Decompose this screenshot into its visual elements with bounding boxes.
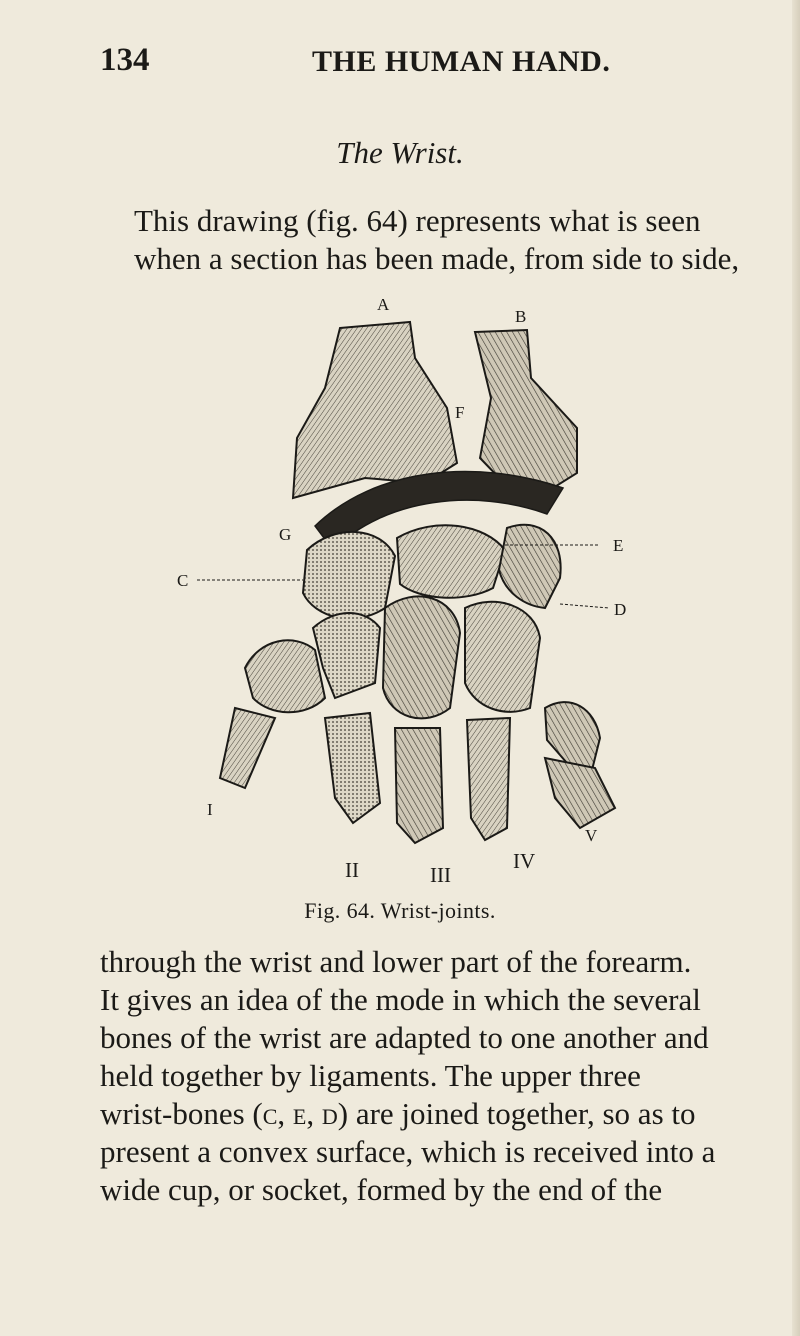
text-line: when a section has been made, from side to side, xyxy=(134,241,740,276)
page-edge xyxy=(792,0,800,1336)
text-fragment: wrist-bones ( xyxy=(100,1096,263,1131)
label-c: C xyxy=(177,571,189,590)
text-fragment: , xyxy=(306,1096,322,1131)
ulna-bone xyxy=(475,330,577,488)
label-f: F xyxy=(455,403,465,422)
text-fragment: ) are joined together, so as to xyxy=(337,1096,696,1131)
bone-letter-c: c xyxy=(262,1096,278,1131)
label-d: D xyxy=(614,600,627,619)
label-iii: III xyxy=(430,863,451,887)
text-line: present a convex surface, which is received into a xyxy=(100,1134,716,1169)
running-head: THE HUMAN HAND. xyxy=(312,45,611,78)
text-line: wide cup, or socket, formed by the end of the xyxy=(100,1172,663,1207)
label-i: I xyxy=(207,800,213,819)
page-number: 134 xyxy=(100,42,150,78)
page-header xyxy=(100,42,720,92)
paragraph-intro xyxy=(100,202,740,278)
text-line-bone-letters xyxy=(100,1095,740,1133)
label-b: B xyxy=(515,307,527,326)
text-line: bones of the wrist are adapted to one another and xyxy=(100,1020,709,1055)
text-line: through the wrist and lower part of the forearm. xyxy=(100,944,692,979)
metacarpal-3 xyxy=(395,728,443,843)
label-ii: II xyxy=(345,858,359,882)
text-line: It gives an idea of the mode in which the several xyxy=(100,982,701,1017)
figure-caption: Fig. 64. Wrist-joints. xyxy=(304,898,496,923)
bone-letter-e: e xyxy=(292,1096,307,1131)
label-a: A xyxy=(377,295,390,314)
metacarpal-1 xyxy=(220,708,275,788)
metacarpal-2 xyxy=(325,713,380,823)
leader-line-d xyxy=(560,604,609,608)
hamate-bone xyxy=(465,602,540,712)
trapezium-bone xyxy=(245,640,325,712)
label-iv: IV xyxy=(513,849,536,873)
lunate-bone xyxy=(397,525,505,598)
label-g: G xyxy=(279,525,292,544)
metacarpal-4 xyxy=(467,718,510,840)
text-fragment: , xyxy=(277,1096,293,1131)
label-e: E xyxy=(613,536,624,555)
text-line: held together by ligaments. The upper three xyxy=(100,1058,641,1093)
label-v: V xyxy=(585,826,598,845)
bone-letter-d: d xyxy=(321,1096,338,1131)
capitate-bone xyxy=(383,596,460,718)
metacarpal-5 xyxy=(545,758,615,828)
text-line: This drawing (fig. 64) represents what is seen xyxy=(134,203,701,238)
wrist-joint-figure xyxy=(175,288,645,893)
radius-bone xyxy=(293,322,457,498)
triquetrum-bone xyxy=(499,525,561,608)
section-title: The Wrist. xyxy=(336,135,464,170)
wrist-section-drawing xyxy=(175,288,645,893)
paragraph-description xyxy=(100,943,740,1209)
scaphoid-bone xyxy=(303,532,395,619)
